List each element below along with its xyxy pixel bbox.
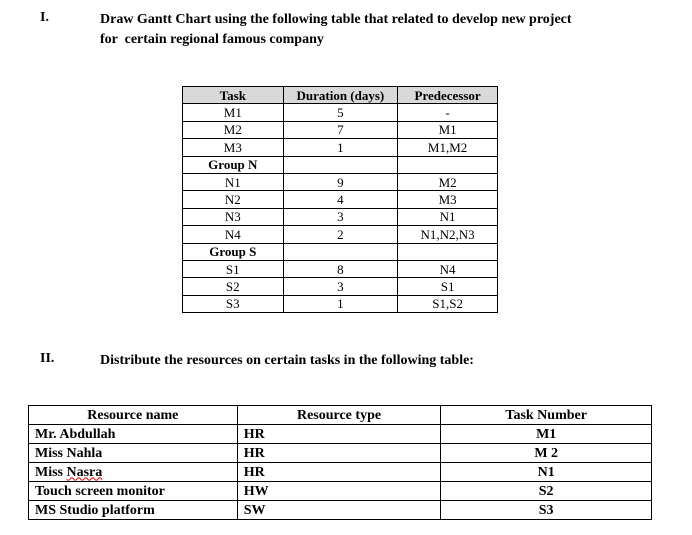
task-cell: N3 bbox=[183, 208, 284, 225]
spellcheck-flagged-word: Nasra bbox=[66, 464, 103, 480]
resource-name-cell bbox=[29, 463, 238, 482]
task-table bbox=[182, 86, 498, 313]
resource-type-cell: HW bbox=[237, 482, 441, 501]
task-cell: M3 bbox=[183, 139, 284, 156]
table-row bbox=[183, 226, 498, 243]
duration-cell: 9 bbox=[283, 173, 398, 190]
predecessor-cell: M1,M2 bbox=[398, 139, 498, 156]
table-row bbox=[183, 121, 498, 138]
group-row bbox=[183, 243, 498, 260]
header-task-number: Task Number bbox=[441, 406, 652, 425]
task-number-cell: M1 bbox=[441, 425, 652, 444]
header-duration: Duration (days) bbox=[283, 87, 398, 104]
task-cell: S3 bbox=[183, 295, 284, 312]
predecessor-cell: N1,N2,N3 bbox=[398, 226, 498, 243]
duration-cell: 1 bbox=[283, 139, 398, 156]
predecessor-cell: - bbox=[398, 104, 498, 121]
table-row bbox=[183, 278, 498, 295]
table-row bbox=[183, 191, 498, 208]
header-resource-type: Resource type bbox=[237, 406, 441, 425]
task-number-cell: S2 bbox=[441, 482, 652, 501]
empty-cell bbox=[283, 243, 398, 260]
resource-table bbox=[28, 405, 652, 520]
resource-name-cell: MS Studio platform bbox=[29, 501, 238, 520]
section-number-1: I. bbox=[40, 10, 49, 25]
predecessor-cell: N4 bbox=[398, 260, 498, 277]
table-header-row bbox=[183, 87, 498, 104]
header-task: Task bbox=[183, 87, 284, 104]
section-number-2: II. bbox=[40, 351, 55, 366]
resource-name-text: Miss bbox=[35, 464, 67, 480]
section-1-instruction bbox=[100, 10, 572, 50]
predecessor-cell: M2 bbox=[398, 173, 498, 190]
predecessor-cell: M1 bbox=[398, 121, 498, 138]
resource-type-cell: HR bbox=[237, 463, 441, 482]
table-row bbox=[183, 104, 498, 121]
header-predecessor: Predecessor bbox=[398, 87, 498, 104]
duration-cell: 3 bbox=[283, 208, 398, 225]
table-row bbox=[183, 173, 498, 190]
resource-name-cell: Touch screen monitor bbox=[29, 482, 238, 501]
task-number-cell: S3 bbox=[441, 501, 652, 520]
task-cell: N4 bbox=[183, 226, 284, 243]
duration-cell: 8 bbox=[283, 260, 398, 277]
table-header-row bbox=[29, 406, 652, 425]
table-row bbox=[29, 463, 652, 482]
group-label: Group S bbox=[183, 243, 284, 260]
table-row bbox=[29, 444, 652, 463]
task-number-cell: M 2 bbox=[441, 444, 652, 463]
resource-type-cell: HR bbox=[237, 425, 441, 444]
instruction-line-2: for certain regional famous company bbox=[100, 32, 324, 47]
empty-cell bbox=[398, 156, 498, 173]
predecessor-cell: S1 bbox=[398, 278, 498, 295]
instruction-line-1: Draw Gantt Chart using the following table that related to develop new project bbox=[100, 12, 572, 27]
predecessor-cell: N1 bbox=[398, 208, 498, 225]
resource-name-cell: Miss Nahla bbox=[29, 444, 238, 463]
duration-cell: 3 bbox=[283, 278, 398, 295]
table-row bbox=[183, 139, 498, 156]
table-row bbox=[183, 260, 498, 277]
task-cell: S2 bbox=[183, 278, 284, 295]
task-cell: N2 bbox=[183, 191, 284, 208]
duration-cell: 2 bbox=[283, 226, 398, 243]
table-row bbox=[29, 482, 652, 501]
table-row bbox=[183, 208, 498, 225]
header-resource-name: Resource name bbox=[29, 406, 238, 425]
resource-type-cell: HR bbox=[237, 444, 441, 463]
section-2-instruction: Distribute the resources on certain tasks in the following table: bbox=[100, 353, 474, 368]
table-row bbox=[183, 295, 498, 312]
duration-cell: 4 bbox=[283, 191, 398, 208]
task-cell: M1 bbox=[183, 104, 284, 121]
empty-cell bbox=[283, 156, 398, 173]
group-row bbox=[183, 156, 498, 173]
duration-cell: 5 bbox=[283, 104, 398, 121]
predecessor-cell: M3 bbox=[398, 191, 498, 208]
predecessor-cell: S1,S2 bbox=[398, 295, 498, 312]
duration-cell: 7 bbox=[283, 121, 398, 138]
resource-type-cell: SW bbox=[237, 501, 441, 520]
table-row bbox=[29, 425, 652, 444]
task-number-cell: N1 bbox=[441, 463, 652, 482]
group-label: Group N bbox=[183, 156, 284, 173]
task-cell: S1 bbox=[183, 260, 284, 277]
task-cell: N1 bbox=[183, 173, 284, 190]
task-cell: M2 bbox=[183, 121, 284, 138]
empty-cell bbox=[398, 243, 498, 260]
table-row bbox=[29, 501, 652, 520]
duration-cell: 1 bbox=[283, 295, 398, 312]
resource-name-cell: Mr. Abdullah bbox=[29, 425, 238, 444]
